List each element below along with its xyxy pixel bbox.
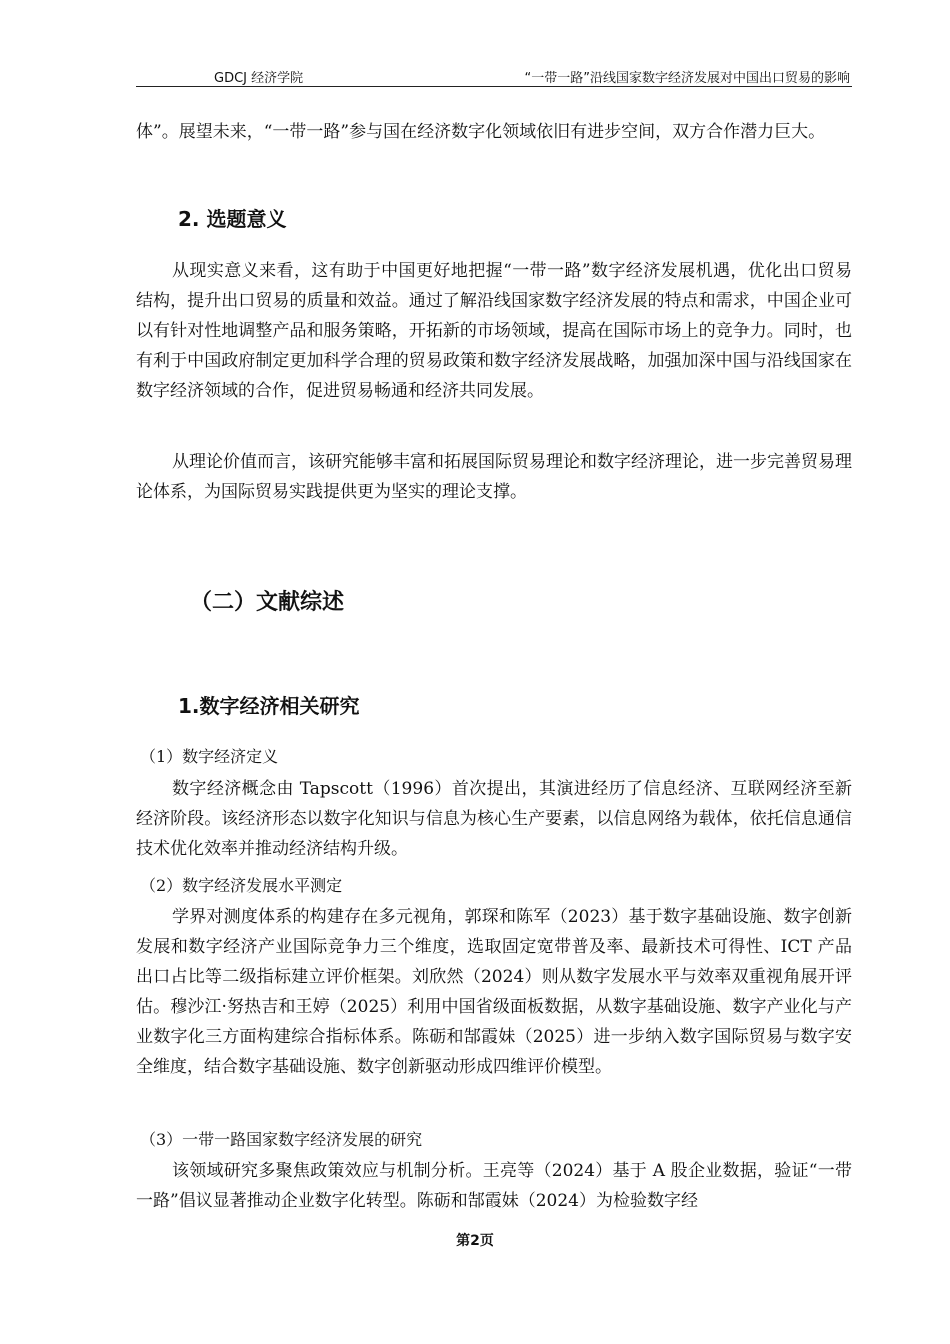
header-title: “一带一路”沿线国家数字经济发展对中国出口贸易的影响: [524, 71, 850, 86]
paragraph-continued: 体”。展望未来，“一带一路”参与国在经济数字化领域依旧有进步空间，双方合作潜力巨大。: [136, 122, 826, 142]
page-header: [136, 64, 852, 87]
header-school: GDCJ 经济学院: [214, 71, 304, 86]
heading-digital-economy: 1.数字经济相关研究: [178, 694, 360, 718]
paragraph-belt-road: 该领域研究多聚焦政策效应与机制分析。王亮等（2024）基于 A 股企业数据，验证“一带一路”倡议显著推动企业数字化转型。陈砺和郜霞妹（2024）为检验数字经: [136, 1161, 852, 1211]
paragraph-theory: 从理论价值而言，该研究能够丰富和拓展国际贸易理论和数字经济理论，进一步完善贸易理论体系，为国际贸易实践提供更为坚实的理论支撑。: [136, 452, 852, 502]
subheading-definition: （1）数字经济定义: [140, 747, 279, 766]
paragraph-definition: 数字经济概念由 Tapscott（1996）首次提出，其演进经历了信息经济、互联网经济至新经济阶段。该经济形态以数字化知识与信息为核心生产要素，以信息网络为载体，依托信息通信技术优化效率并推动经济结构升级。: [136, 779, 852, 859]
heading-literature-review: （二）文献综述: [190, 590, 345, 615]
paragraph-measurement: 学界对测度体系的构建存在多元视角，郭琛和陈军（2023）基于数字基础设施、数字创新发展和数字经济产业国际竞争力三个维度，选取固定宽带普及率、最新技术可得性、ICT 产品出口占比等二级指标建立评价框架。刘欣然（2024）则从数字发展水平与效率双重视角展开评估。穆沙江·努热吉和王婷（2025）利用中国省级面板数据，从数字基础设施、数字产业化与产业数字化三方面构建综合指标体系。陈砺和郜霞妹（2025）进一步纳入数字国际贸易与数字安全维度，结合数字基础设施、数字创新驱动形成四维评价模型。: [136, 907, 852, 1077]
subheading-measurement: （2）数字经济发展水平测定: [140, 876, 343, 895]
page-number: 第2页: [456, 1233, 494, 1249]
paragraph-practical: 从现实意义来看，这有助于中国更好地把握“一带一路”数字经济发展机遇，优化出口贸易结构，提升出口贸易的质量和效益。通过了解沿线国家数字经济发展的特点和需求，中国企业可以有针对性地调整产品和服务策略，开拓新的市场领域，提高在国际市场上的竞争力。同时，也有利于中国政府制定更加科学合理的贸易政策和数字经济发展战略，加强加深中国与沿线国家在数字经济领域的合作，促进贸易畅通和经济共同发展。: [136, 261, 852, 401]
subheading-belt-road: （3）一带一路国家数字经济发展的研究: [140, 1130, 423, 1149]
heading-significance: 2. 选题意义: [178, 207, 287, 231]
